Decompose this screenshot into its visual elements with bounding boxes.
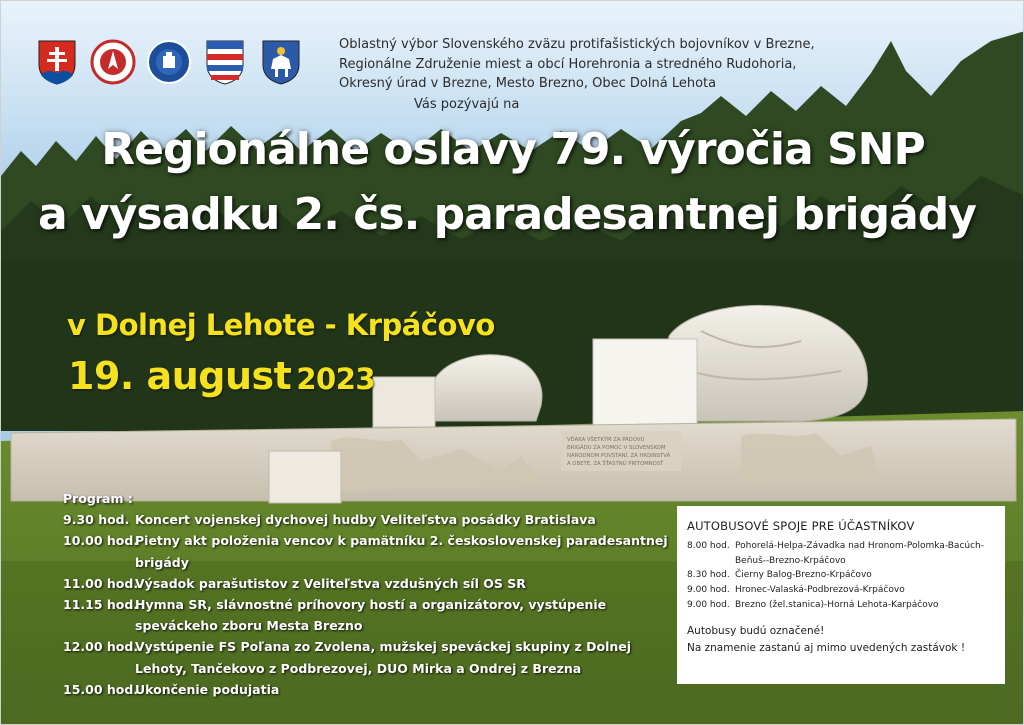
program-item [63, 679, 673, 700]
program-item-time: 12.00 hod. [63, 639, 139, 655]
program-item-time: 10.00 hod. [63, 533, 139, 549]
bus-time: 8.00 hod. [687, 541, 730, 551]
bus-time: 9.00 hod. [687, 599, 730, 610]
program-item [63, 594, 673, 636]
program-item [63, 530, 673, 572]
logo-row [34, 37, 304, 87]
program-item-time: 11.15 hod. [63, 597, 139, 613]
svg-text:A OBETE, ZA ŠŤASTNÚ PRÍTOMNOSŤ: A OBETE, ZA ŠŤASTNÚ PRÍTOMNOSŤ [567, 461, 664, 467]
bus-route: Čierny Balog-Brezno-Krpáčovo [735, 570, 872, 581]
event-date-year: 2023 [296, 362, 376, 396]
event-date [68, 354, 375, 398]
program-item-text: Pietny akt položenia vencov k pamätníku 2. československej paradesantnej brigády [135, 533, 668, 570]
svg-text:VĎAKA VŠETKÝM ZA PÁDOVÚ: VĎAKA VŠETKÝM ZA PÁDOVÚ [567, 437, 645, 443]
svg-text:NÁRODNOM POVSTANÍ, ZA HRDINSTV: NÁRODNOM POVSTANÍ, ZA HRDINSTVÁ [567, 453, 671, 459]
bus-route: Hronec-Valaská-Podbrezová-Krpáčovo [735, 585, 905, 596]
program-item-text: Výsadok parašutistov z Veliteľstva vzdušných síl OS SR [135, 575, 526, 591]
program-section [63, 488, 673, 700]
event-title-line1: Regionálne oslavy 79. výročia SNP [101, 124, 925, 175]
program-item-time: 11.00 hod. [63, 575, 139, 591]
bus-schedule-title: AUTOBUSOVÉ SPOJE PRE ÚČASTNÍKOV [687, 519, 915, 533]
bus-row [687, 568, 995, 583]
bus-row [687, 539, 995, 568]
szpb-emblem-icon [90, 37, 136, 87]
program-item [63, 509, 673, 530]
program-item [63, 573, 673, 594]
program-item-text: Koncert vojenskej dychovej hudby Veliteľstva posádky Bratislava [135, 512, 596, 528]
event-title-line2: a výsadku 2. čs. paradesantnej brigády [38, 189, 976, 240]
invite-text: Vás pozývajú na [414, 97, 520, 112]
bus-route: Brezno (žel.stanica)-Horná Lehota-Karpáčovo [735, 599, 939, 610]
organizers-line: Regionálne Združenie miest a obcí Horehronia a stredného Rudohoria, [339, 56, 797, 72]
program-item-text: Hymna SR, slávnostné príhovory hostí a organizátorov, vystúpenie speváckeho zboru Mesta Brezno [135, 597, 607, 634]
bus-schedule-box [677, 506, 1005, 684]
svg-text:BRIGÁDU ZA POMOC V SLOVENSKOM: BRIGÁDU ZA POMOC V SLOVENSKOM [567, 445, 666, 451]
program-heading: Program : [63, 491, 133, 506]
organizers-line: Oblastný výbor Slovenského zväzu protifašistických bojovníkov v Brezne, [339, 37, 815, 52]
program-item-text: Ukončenie podujatia [135, 681, 280, 697]
regional-association-emblem-icon [146, 37, 192, 87]
bus-note-line: Na znamenie zastanú aj mimo uvedených zastávok ! [687, 641, 966, 654]
bus-time: 8.30 hod. [687, 570, 730, 581]
program-item-time: 15.00 hod. [63, 681, 139, 697]
bus-note-line: Autobusy budú označené! [687, 624, 825, 637]
program-item-time: 9.30 hod. [63, 512, 130, 528]
dolna-lehota-coat-of-arms-icon [258, 37, 304, 87]
program-item-text: Vystúpenie FS Poľana zo Zvolena, mužskej speváckej skupiny z Dolnej Lehoty, Tančekovo z Podbrezovej, DUO Mirka a Ondrej z Brezna [135, 639, 632, 676]
bus-time: 9.00 hod. [687, 585, 730, 596]
brezno-coat-of-arms-icon [202, 37, 248, 87]
memorial-block [593, 339, 697, 429]
bus-row [687, 583, 995, 598]
bus-row [687, 598, 995, 613]
program-item [63, 636, 673, 678]
organizers-line: Okresný úrad v Brezne, Mesto Brezno, Obec Dolná Lehota [339, 76, 717, 91]
bus-route: Pohorelá-Helpa-Závadka nad Hronom-Polomka-Bacúch-Beňuš--Brezno-Krpáčovo [735, 541, 984, 566]
bus-note [687, 623, 995, 657]
event-date-day-month: 19. august [68, 354, 292, 398]
organizers-text [339, 35, 839, 94]
event-place: v Dolnej Lehote - Krpáčovo [67, 308, 495, 342]
slovak-coat-of-arms-icon [34, 37, 80, 87]
